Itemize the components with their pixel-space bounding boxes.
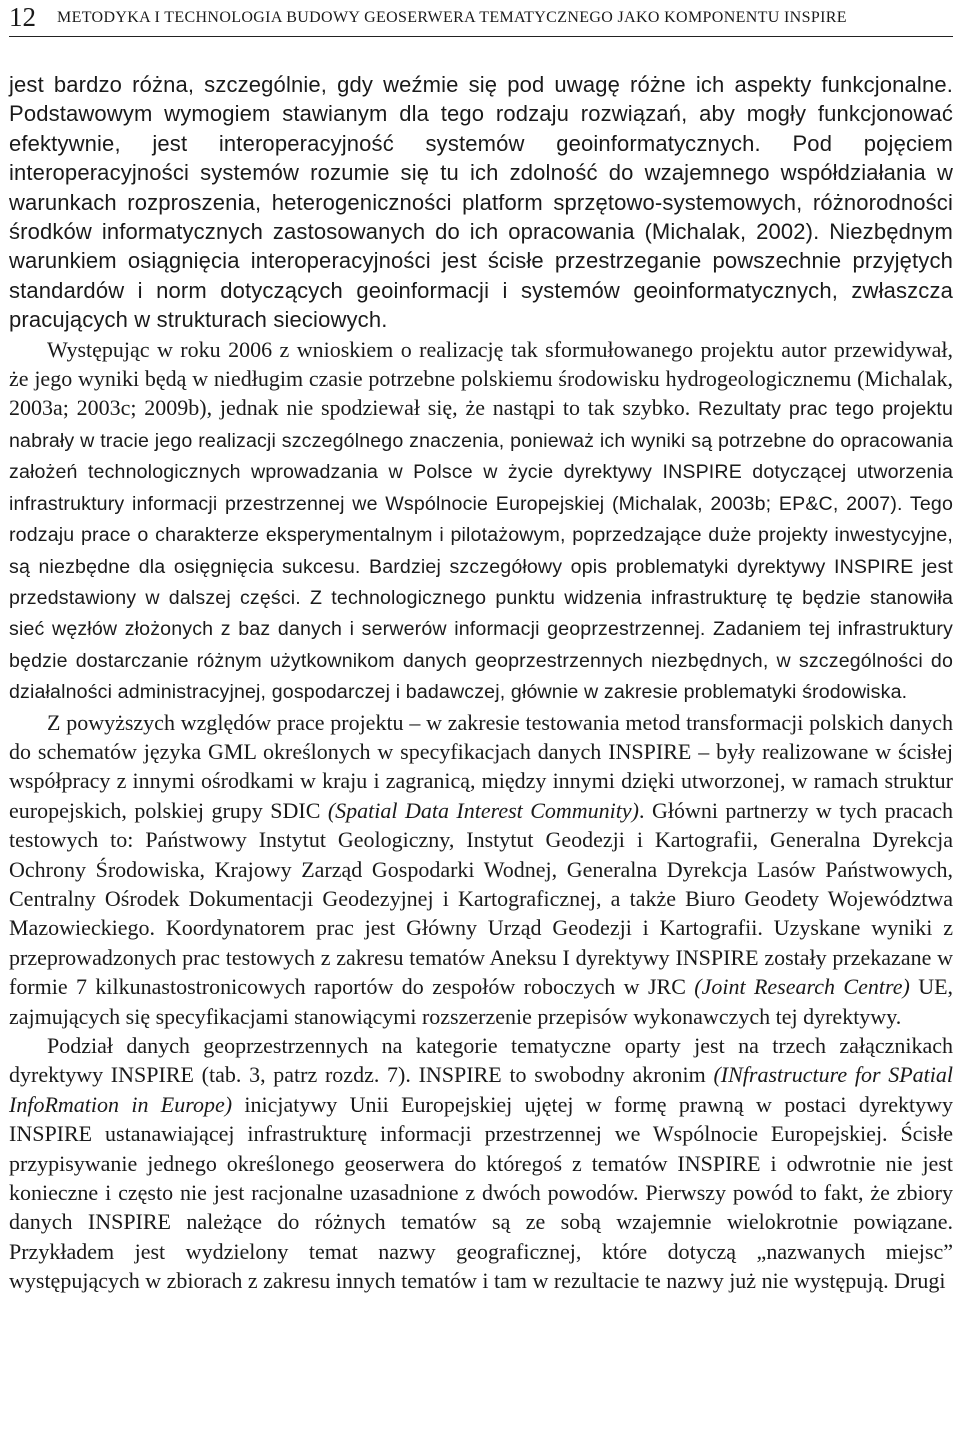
running-header	[9, 0, 953, 37]
paragraph-1	[9, 70, 953, 335]
paragraph-3-text-a: Z powyższych względów prace projektu – w zakresie testowania metod transformacji polskich danych do schematów języka GML określonych w specyfikacjach danych INSPIRE – były realizowane w ścisłej współpracy z innymi ośrodkami w kraju i zagranicą, między innymi dzięki utworzonej, w ramach struktur europejskich, polskiej grupy SDIC	[9, 709, 953, 823]
paragraph-3	[9, 708, 953, 1031]
paragraph-4-italic-acronym: (INfrastructure for SPatial InfoRmation in Europe)	[9, 1062, 953, 1117]
paragraph-4-text-a: Podział danych geoprzestrzennych na kategorie tematyczne oparty jest na trzech załącznikach dyrektywy INSPIRE (tab. 3, patrz rozdz. 7). INSPIRE to swobodny akronim	[9, 1033, 953, 1088]
paragraph-1-text: jest bardzo różna, szczególnie, gdy weźmie się pod uwagę różne ich aspekty funkcjonalne. Podstawowym wymogiem stawianym dla tego rodzaju rozwiązań, aby mogły funkcjonować efektywnie, jest interoperacyjność systemów geoinformatycznych. Pod pojęciem interoperacyjności systemów rozumie się tu ich zdolność do wzajemnego współdziałania w warunkach rozproszenia, heterogeniczności platform sprzętowo-systemowych, różnorodności środków informatycznych zastosowanych do ich opracowania (Michalak, 2002). Niezbędnym warunkiem osiągnięcia interoperacyjności jest ścisłe przestrzeganie powszechnie przyjętych standardów i norm dotyczących geoinformacji i systemów geoinformatycznych, zwłaszcza pracujących w strukturach sieciowych.	[9, 72, 953, 333]
page-number: 12	[9, 2, 36, 32]
paragraph-3-italic-jrc: (Joint Research Centre)	[694, 974, 910, 1000]
running-title: METODYKA I TECHNOLOGIA BUDOWY GEOSERWERA TEMATYCZNEGO JAKO KOMPONENTU INSPIRE	[57, 9, 847, 26]
paragraph-2	[9, 335, 953, 708]
paragraph-3-text-b: . Główni partnerzy w tych pracach testowych to: Państwowy Instytut Geologiczny, Instytut Geodezji i Kartografii, Generalna Dyrekcja Ochrony Środowiska, Krajowy Zarząd Gospodarki Wodnej, Generalna Dyrekcja Lasów Państwowych, Centralny Ośrodek Dokumentacji Geodezyjnej i Kartograficznej, a także Biuro Geodety Województwa Mazowieckiego. Koordynatorem prac jest Główny Urząd Geodezji i Kartografii. Uzyskane wyniki z przeprowadzonych prac testowych z zakresu tematów Aneksu I dyrektywy INSPIRE zostały przekazane w formie 7 kilkunastostronicowych raportów do zespołów roboczych w JRC	[9, 797, 953, 1000]
paragraph-2-serif-text: Występując w roku 2006 z wnioskiem o realizację tak sformułowanego projektu autor przewidywał, że jego wyniki będą w niedługim czasie potrzebne polskiemu środowisku hydrogeologicznemu (Michalak, 2003a; 2003c; 2009b), jednak nie spodziewał się, że nastąpi to tak szybko.	[9, 336, 953, 421]
paragraph-2-sans-text: Rezultaty prac tego projektu nabrały w tracie jego realizacji szczególnego znaczenia, ponieważ ich wyniki są potrzebne do opracowania założeń technologicznych wprowadzania w Polsce w życie dyrektywy INSPIRE dotyczącej utworzenia infrastruktury informacji przestrzennej we Wspólnocie Europejskiej (Michalak, 2003b; EP&C, 2007). Tego rodzaju prace o charakterze eksperymentalnym i pilotażowym, poprzedzające duże projekty inwestycyjne, są niezbędne dla osięgnięcia sukcesu. Bardziej szczegółowy opis problematyki dyrektywy INSPIRE jest przedstawiony w dalszej części. Z technologicznego punktu widzenia infrastrukturę tę będzie stanowiła sieć węzłów złożonych z baz danych i serwerów informacji geoprzestrzennej. Zadaniem tej infrastruktury będzie dostarczanie różnym użytkownikom danych geoprzestrzennych niezbędnych, w szczególności do działalności administracyjnej, gospodarczej i badawczej, głównie w zakresie problematyki środowiska.	[9, 398, 953, 704]
paragraph-3-italic-sdic: (Spatial Data Interest Community)	[327, 797, 639, 823]
paragraph-4	[9, 1031, 953, 1296]
paragraph-3-text-c: UE, zajmujących się specyfikacjami stanowiącymi rozszerzenie przepisów wykonawczych tej dyrektywy.	[9, 974, 954, 1029]
body-text	[9, 70, 953, 1296]
paragraph-4-text-b: inicjatywy Unii Europejskiej ujętej w formę prawną w postaci dyrektywy INSPIRE ustanawiającej infrastrukturę informacji przestrzennej we Wspólnocie Europejskiej. Ścisłe przypisywanie jednego określonego geoserwera do któregoś z tematów INSPIRE i odwrotnie nie jest konieczne i często nie jest racjonalne uzasadnione z dwóch powodów. Pierwszy powód to fakt, że zbiory danych INSPIRE należące do różnych tematów są ze sobą wzajemnie wielokrotnie powiązane. Przykładem jest wydzielony temat nazwy geograficznej, które dotyczą „nazwanych miejsc” występujących w zbiorach z zakresu innych tematów i tam w rezultacie te nazwy już nie występują. Drugi	[9, 1091, 953, 1294]
